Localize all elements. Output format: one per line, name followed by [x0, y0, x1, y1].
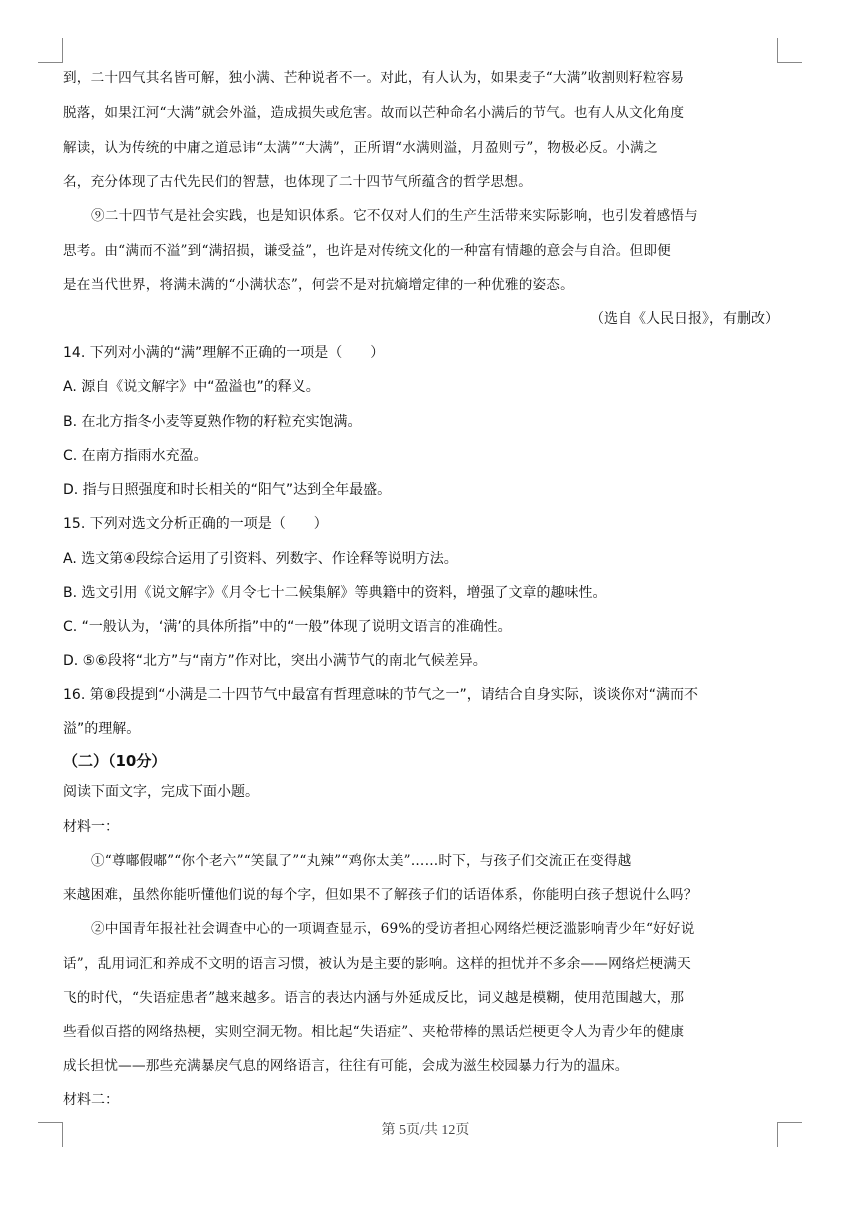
question-14-stem: 14. 下列对小满的“满”理解不正确的一项是（ ） [63, 345, 385, 361]
source-citation: （选自《人民日报》，有删改） [590, 311, 779, 327]
material-line: 话”，乱用词汇和养成不文明的语言习惯，被认为是主要的影响。这样的担忧并不多余——网络烂梗满天 [63, 956, 691, 972]
question-15-option-a: A. 选文第④段综合运用了引资料、列数字、作诠释等说明方法。 [63, 551, 458, 567]
question-15-option-c: C. “一般认为，‘满’的具体所指”中的“一般”体现了说明文语言的准确性。 [63, 619, 512, 635]
page-number: 第 5页/共 12页 [381, 1123, 470, 1138]
question-16-line: 溢”的理解。 [63, 721, 141, 737]
question-16-line: 16. 第⑧段提到“小满是二十四节气中最富有哲理意味的节气之一”，请结合自身实际，谈谈你对“满而不 [63, 687, 699, 703]
question-14-option-d: D. 指与日照强度和时长相关的“阳气”达到全年最盛。 [63, 482, 392, 498]
question-15-option-b: B. 选文引用《说文解字》《月令七十二候集解》等典籍中的资料，增强了文章的趣味性。 [63, 585, 607, 601]
passage-line: 解读，认为传统的中庸之道忌讳“太满”“大满”，正所谓“水满则溢，月盈则亏”，物极必反。小满之 [63, 140, 658, 156]
question-15-option-d: D. ⑤⑥段将“北方”与“南方”作对比，突出小满节气的南北气候差异。 [63, 653, 487, 669]
material-line: ②中国青年报社社会调查中心的一项调查显示，69%的受访者担心网络烂梗泛滥影响青少年“好好说 [91, 921, 695, 937]
material-line: 来越困难，虽然你能听懂他们说的每个字，但如果不了解孩子们的话语体系，你能明白孩子想说什么吗？ [63, 887, 698, 903]
crop-mark-top-left [38, 38, 63, 63]
section-heading: （二）（10分） [63, 752, 167, 770]
question-14-option-c: C. 在南方指雨水充盈。 [63, 448, 208, 464]
passage-line: 是在当代世界，将满未满的“小满状态”，何尝不是对抗熵增定律的一种优雅的姿态。 [63, 277, 574, 293]
crop-mark-top-right [777, 38, 802, 63]
material-two-label: 材料二： [63, 1092, 119, 1108]
question-15-stem: 15. 下列对选文分析正确的一项是（ ） [63, 516, 328, 532]
section-instruction: 阅读下面文字，完成下面小题。 [63, 784, 259, 800]
material-one-label: 材料一： [63, 819, 119, 835]
material-line: 些看似百搭的网络热梗，实则空洞无物。相比起“失语症”、夹枪带棒的黑话烂梗更令人为青少年的健康 [63, 1024, 685, 1040]
material-line: ①“尊嘟假嘟”“你个老六”“笑鼠了”“丸辣”“鸡你太美”……时下，与孩子们交流正在变得越 [91, 853, 632, 869]
material-line: 飞的时代，“失语症患者”越来越多。语言的表达内涵与外延成反比，词义越是模糊，使用范围越大，那 [63, 990, 685, 1006]
material-line: 成长担忧——那些充满暴戾气息的网络语言，往往有可能，会成为滋生校园暴力行为的温床。 [63, 1058, 629, 1074]
passage-line: 名，充分体现了古代先民们的智慧，也体现了二十四节气所蕴含的哲学思想。 [63, 174, 532, 190]
question-14-option-b: B. 在北方指冬小麦等夏熟作物的籽粒充实饱满。 [63, 414, 362, 430]
passage-line: 思考。由“满而不溢”到“满招损，谦受益”，也许是对传统文化的一种富有情趣的意会与自洽。但即便 [63, 243, 671, 259]
passage-line: 到，二十四气其名皆可解，独小满、芒种说者不一。对此，有人认为，如果麦子“大满”收割则籽粒容易 [63, 70, 685, 86]
passage-line: 脱落，如果江河“大满”就会外溢，造成损失或危害。故而以芒种命名小满后的节气。也有人从文化角度 [63, 105, 685, 121]
question-14-option-a: A. 源自《说文解字》中“盈溢也”的释义。 [63, 379, 320, 395]
passage-line: ⑨二十四节气是社会实践，也是知识体系。它不仅对人们的生产生活带来实际影响，也引发着感悟与 [91, 208, 698, 224]
